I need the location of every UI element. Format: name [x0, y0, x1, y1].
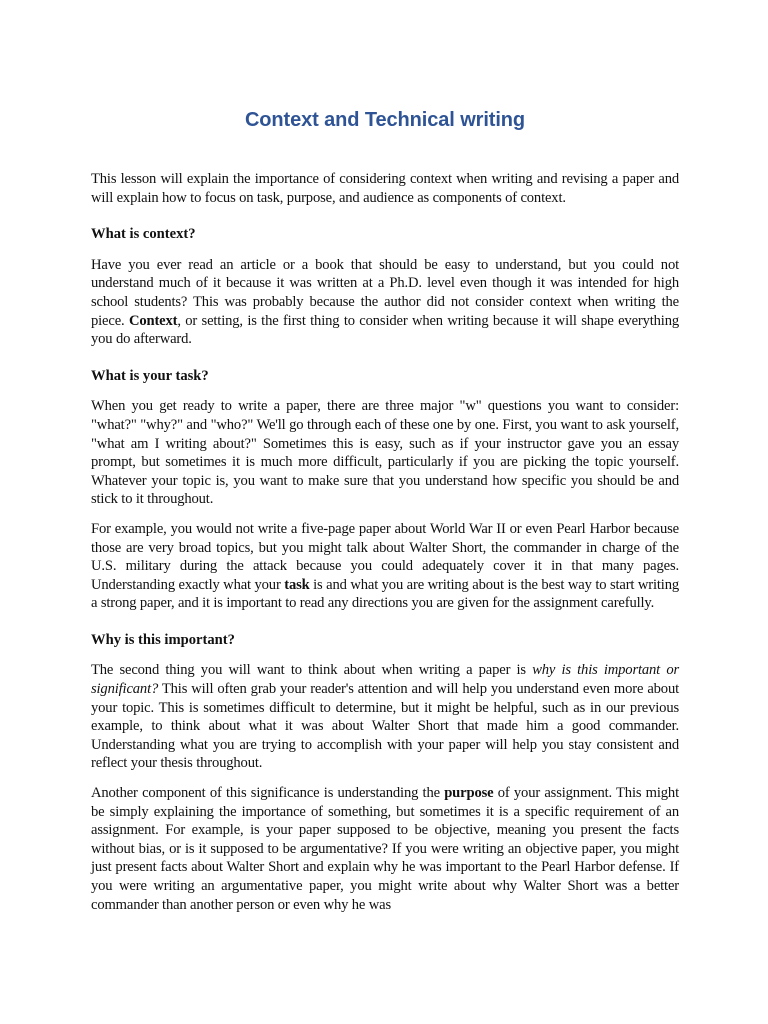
heading-why-is-this-important: Why is this important? — [91, 631, 235, 648]
context-bold-term: Context — [128, 312, 178, 329]
task-paragraph-2 — [91, 520, 679, 613]
heading-what-is-your-task: What is your task? — [91, 367, 209, 384]
purpose-text-2: of your assignment. This might be simply explaining the importance of something, but sometimes it is a specific requirement of an assignment. For example, is your paper supposed to be objective, meaning you present the facts without bias, or is it supposed to be argumentative? If you were writing an objective paper, you might just present facts about Walter Short and explain why he was important to the Pearl Harbor defense. If you were writing an argumentative paper, you might write about why Walter Short was a better commander than another person or even why he was — [91, 785, 679, 913]
importance-italic-question: why is this important or significant? — [91, 662, 679, 698]
task-paragraph-1: When you get ready to write a paper, there are three major "w" questions you want to consider: "what?" "why?" and "who?" We'll go through each of these one by one. First, you want to ask yourself, "what am I writing about?" Sometimes this is easy, such as if your instructor gave you an essay prompt, but sometimes it is much more difficult, particularly if you are picking the topic yourself. Whatever your topic is, you want to make sure that you understand how specific you should be and stick to it throughout. — [91, 398, 679, 508]
importance-text-1: The second thing you will want to think about when writing a paper is — [91, 662, 533, 679]
task-bold-term: task — [284, 576, 310, 593]
context-paragraph — [91, 256, 679, 349]
importance-paragraph-2 — [91, 784, 679, 914]
task-text-2: is and what you are writing about is the best way to start writing a strong paper, and it is important to read any directions you are given for the assignment carefully. — [91, 576, 679, 612]
importance-text-2: This will often grab your reader's attention and will help you understand even more about your topic. This is sometimes difficult to determine, but it might be helpful, such as in our previous example, to think about what it was about Walter Short that made him a good commander. Understanding what you are trying to accomplish with your paper will help you stay consistent and reflect your thesis throughout. — [91, 681, 679, 772]
purpose-text-1: Another component of this significance is understanding the — [91, 785, 445, 802]
heading-what-is-context: What is context? — [91, 226, 196, 243]
context-text-2: , or setting, is the first thing to consider when writing because it will shape everything you do afterward. — [91, 312, 679, 348]
task-text-1: For example, you would not write a five-page paper about World War II or even Pearl Harbor because those are very broad topics, but you might talk about Walter Short, the commander in charge of the U.S. military during the attack because you could adequately cover it in that many pages. Understanding exactly what your — [91, 520, 679, 593]
context-text-1: Have you ever read an article or a book that should be easy to understand, but you could not understand much of it because it was written at a Ph.D. level even though it was intended for high school students? This was probably because the author did not consider context when writing the piece. — [91, 256, 679, 329]
page-title: Context and Technical writing — [244, 109, 526, 131]
importance-paragraph-1 — [91, 661, 679, 773]
intro-paragraph: This lesson will explain the importance of considering context when writing and revising a paper and will explain how to focus on task, purpose, and audience as components of context. — [91, 171, 679, 206]
purpose-bold-term: purpose — [444, 785, 494, 802]
